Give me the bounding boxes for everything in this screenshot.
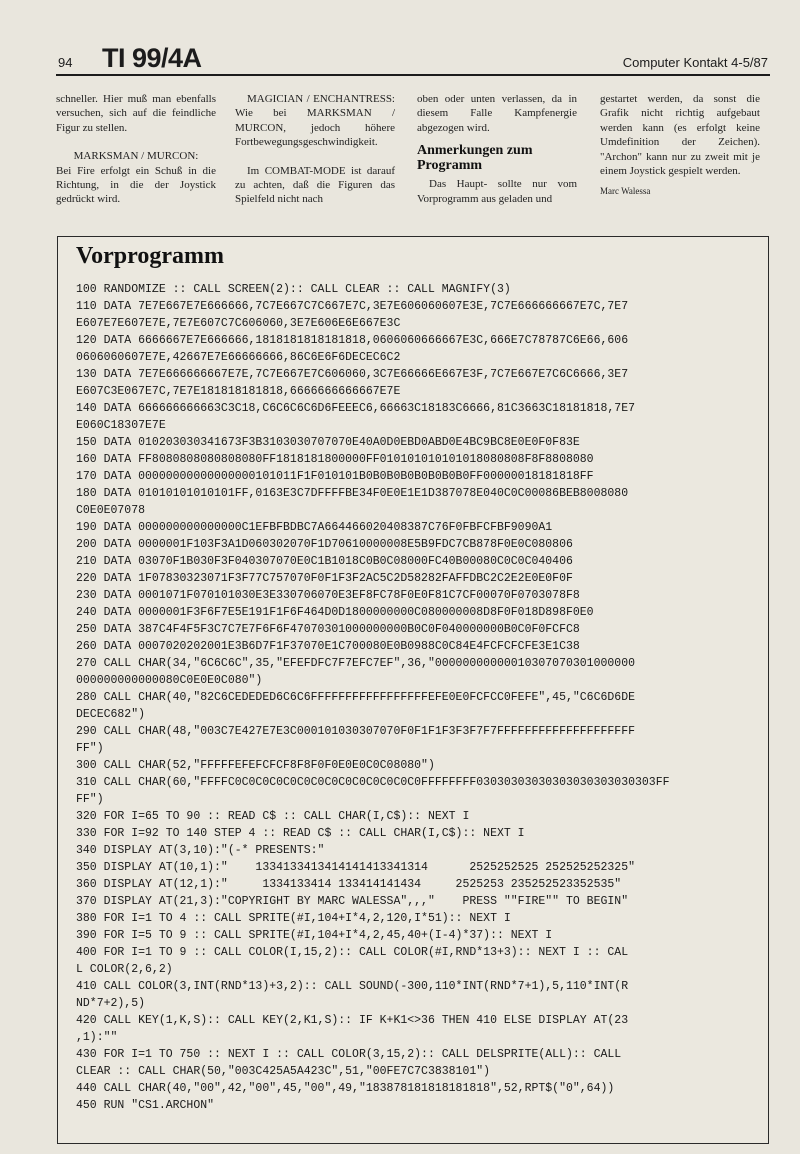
paragraph: gestartet werden, da sonst die Grafik nicht richtig aufgebaut werden kann (es erfolgt keine Umdefinition der Zeichen). "Archon" kann nur zu zweit mit je einem Joystick gespielt werden. — [600, 93, 760, 178]
code-line: 160 DATA FF8080808080808080FF1818181800000FF010101010101018080808F8F8808080 — [76, 453, 594, 466]
code-line: 000000000000080C0E0E0C080") — [76, 674, 263, 687]
listing-title: Vorprogramm — [76, 243, 224, 269]
code-line: 390 FOR I=5 TO 9 :: CALL SPRITE(#I,104+I*4,2,45,40+(I-4)*37):: NEXT I — [76, 929, 553, 942]
code-line: 150 DATA 010203030341673F3B3103030707070E40A0D0EBD0ABD0E4BC9BC8E0E0F0F83E — [76, 436, 580, 449]
code-line: FF") — [76, 793, 104, 806]
issue-label: Computer Kontakt 4-5/87 — [622, 55, 768, 70]
code-line: 200 DATA 0000001F103F3A1D060302070F1D70610000008E5B9FDC7CB878F0E0C080806 — [76, 538, 573, 551]
text-column-1 — [56, 92, 216, 207]
code-line: ,1):"" — [76, 1031, 118, 1044]
page-header — [56, 40, 770, 76]
code-line: L COLOR(2,6,2) — [76, 963, 173, 976]
code-line: 180 DATA 01010101010101FF,0163E3C7DFFFFBE34F0E0E1E1D387078E040C0C00086BEB8008080 — [76, 487, 629, 500]
code-line: 120 DATA 6666667E7E666666,1818181818181818,0606060666667E3C,666E7C78787C6E66,606 — [76, 334, 629, 347]
code-line: 430 FOR I=1 TO 750 :: NEXT I :: CALL COLOR(3,15,2):: CALL DELSPRITE(ALL):: CALL — [76, 1048, 622, 1061]
code-line: 410 CALL COLOR(3,INT(RND*13)+3,2):: CALL SOUND(-300,110*INT(RND*7+1),5,110*INT(R — [76, 980, 629, 993]
page-number: 94 — [58, 55, 73, 70]
code-line: 440 CALL CHAR(40,"00",42,"00",45,"00",49,"183878181818181818",52,RPT$("0",64)) — [76, 1082, 615, 1095]
code-line: 140 DATA 666666666663C3C18,C6C6C6C6D6FEEEC6,66663C18183C6666,81C3663C18181818,7E7 — [76, 402, 635, 415]
code-line: 0606060607E7E,42667E7E66666666,86C6E6F6DECEC6C2 — [76, 351, 401, 364]
code-line: 230 DATA 0001071F070101030E3E330706070E3EF8FC78F0E0F81C7CF00070F0703078F8 — [76, 589, 580, 602]
subheading-marksman: MARKSMAN / MURCON: — [73, 150, 199, 163]
code-line: ND*7+2),5) — [76, 997, 146, 1010]
code-line: 420 CALL KEY(1,K,S):: CALL KEY(2,K1,S):: IF K+K1<>36 THEN 410 ELSE DISPLAY AT(23 — [76, 1014, 629, 1027]
code-line: 260 DATA 0007020202001E3B6D7F1F37070E1C700080E0B0988C0C84E4FCFCFCFE3E1C38 — [76, 640, 580, 653]
code-line: 320 FOR I=65 TO 90 :: READ C$ :: CALL CHAR(I,C$):: NEXT I — [76, 810, 470, 823]
code-line: E607C3E067E7C,7E7E181818181818,6666666666667E7E — [76, 385, 401, 398]
code-line: 280 CALL CHAR(40,"82C6CEDEDED6C6C6FFFFFFFFFFFFFFFFFEFE0E0FCFCC0FEFE",45,"C6C6D6DE — [76, 691, 635, 704]
code-line: 270 CALL CHAR(34,"6C6C6C",35,"EFEFDFC7F7EFC7EF",36,"00000000000010307070301000000 — [76, 657, 635, 670]
code-line: 240 DATA 0000001F3F6F7E5E191F1F6F464D0D1800000000C080000008D8F0F018D898F0E0 — [76, 606, 594, 619]
code-line: C0E0E07078 — [76, 504, 146, 517]
code-line: E607E7E607E7E,7E7E607C7C606060,3E7E606E6E667E3C — [76, 317, 401, 330]
code-line: DECEC682") — [76, 708, 146, 721]
code-line: 350 DISPLAY AT(10,1):" 1334133413414141413341314 2525252525 252525252325" — [76, 861, 635, 874]
code-line: 370 DISPLAY AT(21,3):"COPYRIGHT BY MARC WALESSA",,," PRESS ""FIRE"" TO BEGIN" — [76, 895, 629, 908]
code-line: 340 DISPLAY AT(3,10):"(-* PRESENTS:" — [76, 844, 325, 857]
code-line: 220 DATA 1F07830323071F3F77C757070F0F1F3F2AC5C2D58282FAFFDBC2C2E2E0E0F0F — [76, 572, 573, 585]
code-line: CLEAR :: CALL CHAR(50,"003C425A5A423C",51,"00FE7C7C3838101") — [76, 1065, 491, 1078]
code-line: 190 DATA 000000000000000C1EFBFBDBC7A664466020408387C76F0FBFCFBF9090A1 — [76, 521, 553, 534]
section-heading: Anmerkungen zum Programm — [417, 143, 533, 174]
paragraph: Im COMBAT-MODE ist darauf zu achten, daß die Figuren das Spielfeld nicht nach — [235, 164, 395, 206]
code-listing — [76, 281, 756, 1114]
code-line: 210 DATA 03070F1B030F3F040307070E0C1B1018C0B0C08000FC40B00080C0C0C040406 — [76, 555, 573, 568]
text-column-2 — [235, 92, 395, 207]
text-column-3 — [417, 92, 577, 206]
magazine-section-title: TI 99/4A — [102, 43, 202, 73]
listing-box — [57, 236, 769, 1144]
code-line: 170 DATA 00000000000000000101011F1F010101B0B0B0B0B0B0B0B0FF00000018181818FF — [76, 470, 594, 483]
code-line: 130 DATA 7E7E666666667E7E,7C7E667E7C606060,3C7E66666E667E3F,7C7E667E7C6C6666,3E7 — [76, 368, 629, 381]
code-line: 100 RANDOMIZE :: CALL SCREEN(2):: CALL CLEAR :: CALL MAGNIFY(3) — [76, 283, 511, 296]
author-signature: Marc Walessa — [600, 186, 651, 197]
code-line: 290 CALL CHAR(48,"003C7E427E7E3C000101030307070F0F1F1F3F3F7F7FFFFFFFFFFFFFFFFFFFF — [76, 725, 635, 738]
paragraph: MAGICIAN / ENCHANTRESS: Wie bei MARKSMAN / MURCON, jedoch höhere Fortbewegungsgeschwindigkeit. — [235, 93, 395, 149]
code-line: 450 RUN "CS1.ARCHON" — [76, 1099, 215, 1112]
code-line: E060C18307E7E — [76, 419, 166, 432]
code-line: 300 CALL CHAR(52,"FFFFFEFEFCFCF8F8F0F0E0E0C0C08080") — [76, 759, 435, 772]
paragraph: oben oder unten verlassen, da in diesem Falle Kampfenergie abgezogen wird. — [417, 93, 577, 134]
code-line: 110 DATA 7E7E667E7E666666,7C7E667C7C667E7C,3E7E606060607E3E,7C7E666666667E7C,7E7 — [76, 300, 629, 313]
code-line: 400 FOR I=1 TO 9 :: CALL COLOR(I,15,2):: CALL COLOR(#I,RND*13+3):: NEXT I :: CAL — [76, 946, 629, 959]
code-line: 310 CALL CHAR(60,"FFFFC0C0C0C0C0C0C0C0C0C0C0C0C0C0FFFFFFFF03030303030303030303030303FF — [76, 776, 670, 789]
paragraph: schneller. Hier muß man ebenfalls versuchen, sich auf die feindliche Figur zu stellen. — [56, 93, 216, 134]
text-column-4 — [600, 92, 760, 199]
paragraph: Das Haupt- sollte nur vom Vorprogramm aus geladen und — [417, 178, 577, 205]
code-line: 330 FOR I=92 TO 140 STEP 4 :: READ C$ :: CALL CHAR(I,C$):: NEXT I — [76, 827, 525, 840]
code-line: FF") — [76, 742, 104, 755]
code-line: 380 FOR I=1 TO 4 :: CALL SPRITE(#I,104+I*4,2,120,I*51):: NEXT I — [76, 912, 511, 925]
paragraph: Bei Fire erfolgt ein Schuß in die Richtung, in die der Joystick gedrückt wird. — [56, 164, 216, 206]
code-line: 360 DISPLAY AT(12,1):" 1334133414 133414141434 2525253 235252523352535" — [76, 878, 622, 891]
code-line: 250 DATA 387C4F4F5F3C7C7E7F6F6F47070301000000000B0C0F040000000B0C0F0FCFC8 — [76, 623, 580, 636]
